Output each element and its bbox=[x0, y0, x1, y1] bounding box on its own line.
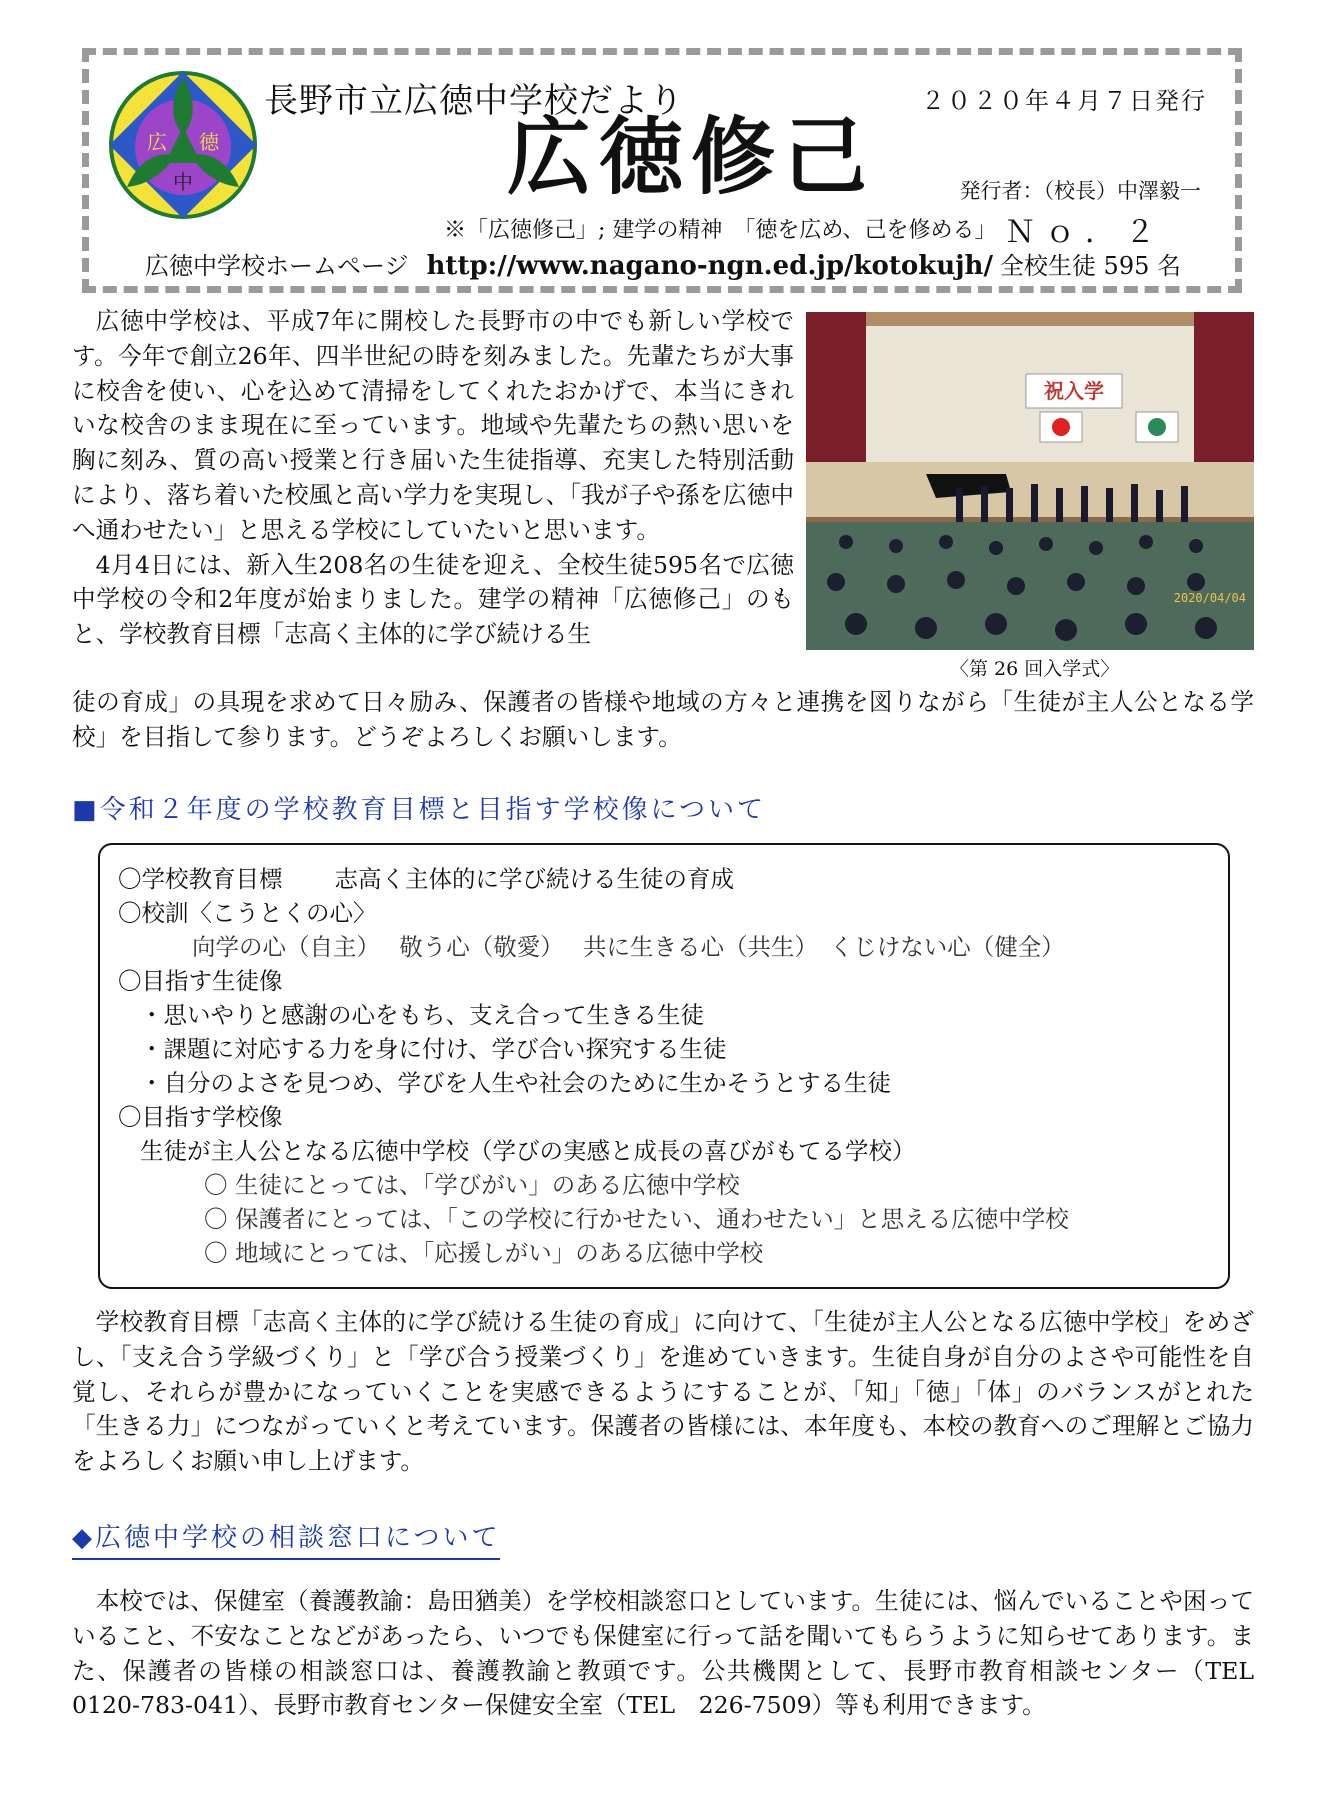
school-label: 〇目指す学校像 bbox=[118, 1103, 283, 1131]
student-item: ・自分のよさを見つめ、学びを人生や社会のために生かそうとする生徒 bbox=[140, 1069, 892, 1097]
newsletter-title: 広徳修己 bbox=[507, 107, 876, 206]
section-heading-consultation: ◆広徳中学校の相談窓口について bbox=[72, 1517, 500, 1560]
motto-items: 向学の心（自主） 敬う心（敬愛） 共に生きる心（共生） くじけない心（健全） bbox=[192, 933, 1065, 961]
consultation-paragraph-text: 本校では、保健室（養護教諭：島田猶美）を学校相談窓口としています。生徒には、悩んでいることや困っていること、不安なことなどがあったら、いつでも保健室に行って話を聞いてもらうように知らせてあります。また、保護者の皆様の相談窓口は、養護教諭と教頭です。公共機関として、長野市教育相談センター（TEL 0120-783-041）、長野市教育センター保健安全室（TEL 226-7509）等も利用できます。 bbox=[72, 1587, 1278, 1720]
masthead bbox=[82, 48, 1242, 293]
emblem-char-1: 広 bbox=[147, 130, 167, 154]
school-item: 〇 地域にとっては、「応援しがい」のある広徳中学校 bbox=[204, 1239, 764, 1267]
intro-paragraph-2b: 徒の育成」の具現を求めて日々励み、保護者の皆様や地域の方々と連携を図りながら「生徒が主人公となる学校」を目指して参ります。どうぞよろしくお願いします。 bbox=[72, 688, 1254, 751]
consultation-paragraph bbox=[72, 1584, 1278, 1723]
school-item: 〇 生徒にとっては、「学びがい」のある広徳中学校 bbox=[204, 1171, 740, 1199]
intro-text bbox=[72, 304, 794, 652]
homepage-line bbox=[145, 246, 1195, 281]
intro-continuation bbox=[72, 685, 1254, 755]
publisher: 発行者：（校長）中澤毅一 bbox=[959, 179, 1201, 203]
student-label: 〇目指す生徒像 bbox=[118, 967, 283, 995]
school-emblem bbox=[107, 69, 259, 221]
goals-paragraph bbox=[72, 1305, 1254, 1479]
series-title: 長野市立広徳中学校だより bbox=[264, 81, 684, 121]
student-item: ・課題に対応する力を身に付け、学び合い探究する生徒 bbox=[140, 1035, 727, 1063]
goals-box bbox=[98, 843, 1230, 1289]
intro-paragraph-1: 広徳中学校は、平成7年に開校した長野市の中でも新しい学校です。今年で創立26年、四半世紀の時を刻みました。先輩たちが大事に校舎を使い、心を込めて清掃をしてくれたおかげで、本当にきれいな校舎のまま現在に至っています。地域や先輩たちの熱い思いを胸に刻み、質の高い授業と行き届いた生徒指導、充実した特別活動により、落ち着いた校風と高い学力を実現し、「我が子や孫を広徳中へ通わせたい」と思える学校にしていたいと思います。 bbox=[72, 307, 794, 544]
goal-label: 〇学校教育目標 bbox=[118, 865, 283, 893]
student-item: ・思いやりと感謝の心をもち、支え合って生きる生徒 bbox=[140, 1001, 704, 1029]
goal-text: 志高く主体的に学び続ける生徒の育成 bbox=[334, 865, 734, 893]
school-main: 生徒が主人公となる広徳中学校（学びの実感と成長の喜びがもてる学校） bbox=[140, 1137, 916, 1165]
emblem-char-3: 中 bbox=[173, 170, 193, 194]
entrance-ceremony-photo bbox=[806, 312, 1254, 650]
goal-row bbox=[118, 860, 734, 894]
motto-label: 〇校訓〈こうとくの心〉 bbox=[118, 899, 377, 927]
section-heading-goals: ■令和２年度の学校教育目標と目指す学校像について bbox=[72, 795, 767, 825]
homepage-url[interactable]: http://www.nagano-ngn.ed.jp/kotokujh/ bbox=[426, 251, 993, 281]
photo-caption: 〈第 26 回入学式〉 bbox=[950, 658, 1120, 680]
motto-note: ※「広徳修己」; 建学の精神 「徳を広め、己を修める」 bbox=[444, 218, 997, 243]
student-count: 全校生徒 595 名 bbox=[999, 252, 1181, 280]
emblem-char-2: 徳 bbox=[199, 130, 219, 154]
intro-paragraph-2a: 4月4日には、新入生208名の生徒を迎え、全校生徒595名で広徳中学校の令和2年度が始まりました。建学の精神「広徳修己」のもと、学校教育目標「志高く主体的に学び続ける生 bbox=[72, 550, 794, 649]
issue-date: ２０２０年４月７日発行 bbox=[921, 87, 1207, 115]
goals-paragraph-text: 学校教育目標「志高く主体的に学び続ける生徒の育成」に向けて、「生徒が主人公となる広徳中学校」をめざし、「支え合う学級づくり」と「学び合う授業づくり」を進めていきます。生徒自身が自分のよさや可能性を自覚し、それらが豊かになっていくことを実感できるようにすることが、「知」「徳」「体」のバランスがとれた「生きる力」につながっていくと考えています。保護者の皆様には、本年度も、本校の教育へのご理解とご協力をよろしくお願い申し上げます。 bbox=[72, 1308, 1254, 1476]
photo-timestamp: 2020/04/04 bbox=[1173, 591, 1246, 605]
stage-sign: 祝入学 bbox=[1044, 379, 1104, 403]
school-item: 〇 保護者にとっては、「この学校に行かせたい、通わせたい」と思える広徳中学校 bbox=[204, 1205, 1069, 1233]
homepage-label: 広徳中学校ホームページ bbox=[145, 252, 409, 280]
issue-number: Ｎｏ．２ bbox=[1005, 215, 1165, 250]
